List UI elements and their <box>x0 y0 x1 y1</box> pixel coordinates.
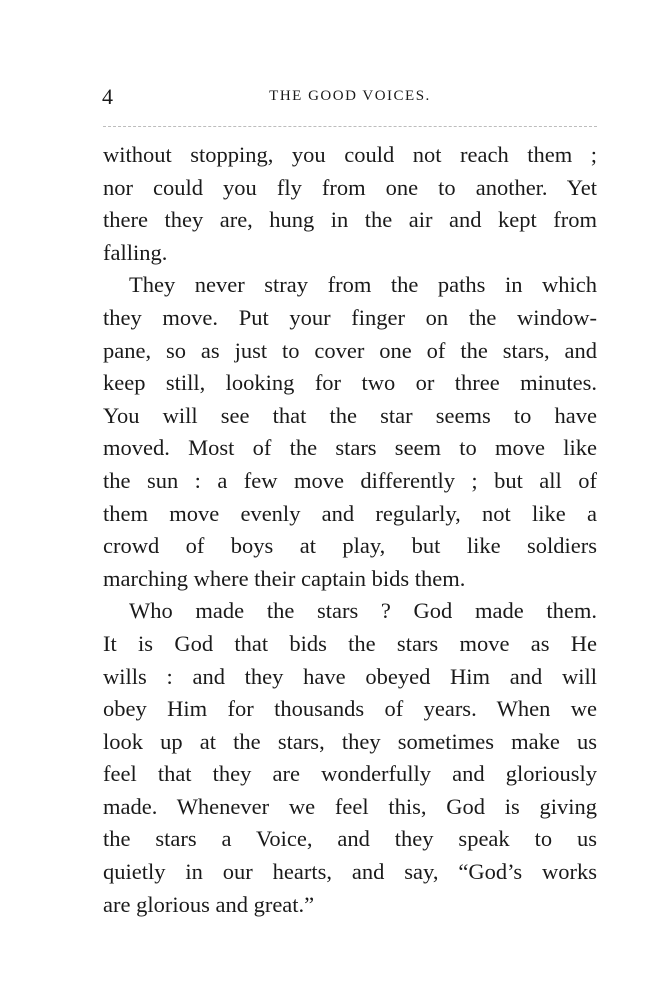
text-line: pane, so as just to cover one of the stars, and <box>103 337 597 363</box>
text-line: made. Whenever we feel this, God is giving <box>103 793 597 819</box>
running-title: THE GOOD VOICES. <box>269 88 431 104</box>
text-line: Who made the stars ? God made them. <box>129 598 597 624</box>
paragraph <box>103 269 597 595</box>
text-line: feel that they are wonderfully and gloriously <box>103 761 597 787</box>
page-number: 4 <box>102 84 113 109</box>
text-line: You will see that the star seems to have <box>103 402 597 428</box>
text-line: obey Him for thousands of years. When we <box>103 696 597 722</box>
paragraph <box>103 595 597 921</box>
text-line: the sun : a few move differently ; but all of <box>103 467 597 493</box>
page-header <box>102 84 598 112</box>
text-line: They never stray from the paths in which <box>129 272 597 298</box>
text-line: look up at the stars, they sometimes make us <box>103 728 597 754</box>
text-line: moved. Most of the stars seem to move like <box>103 435 597 461</box>
text-line: are glorious and great.” <box>103 891 315 917</box>
text-line: them move evenly and regularly, not like a <box>103 500 597 526</box>
text-line: quietly in our hearts, and say, “God’s works <box>103 859 597 885</box>
text-line: nor could you fly from one to another. Yet <box>103 174 597 200</box>
text-line: there they are, hung in the air and kept from <box>103 207 597 233</box>
text-line: It is God that bids the stars move as He <box>103 630 597 656</box>
text-line: they move. Put your finger on the window- <box>103 304 597 330</box>
header-rule <box>103 126 597 127</box>
text-line: keep still, looking for two or three minutes. <box>103 370 597 396</box>
paragraph <box>103 139 597 269</box>
text-line: wills : and they have obeyed Him and will <box>103 663 597 689</box>
text-line: without stopping, you could not reach them ; <box>103 142 597 167</box>
text-line: crowd of boys at play, but like soldiers <box>103 533 597 559</box>
body-text <box>103 139 597 921</box>
text-line: marching where their captain bids them. <box>103 565 466 591</box>
text-line: the stars a Voice, and they speak to us <box>103 826 597 852</box>
text-line: falling. <box>103 239 168 265</box>
